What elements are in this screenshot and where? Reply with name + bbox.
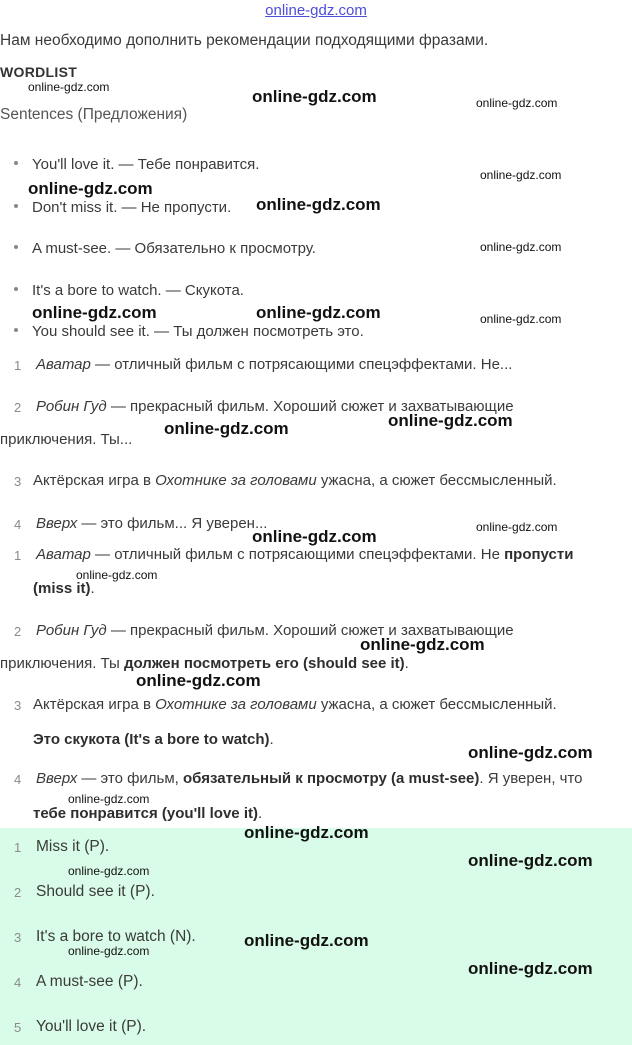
task-text: Актёрская игра в Охотнике за головами ужасна, а сюжет бессмысленный.: [33, 472, 557, 489]
answer-item: It's a bore to watch (N).: [36, 928, 196, 945]
watermark: online-gdz.com: [28, 80, 110, 94]
watermark: online-gdz.com: [68, 944, 150, 958]
solution-text: Актёрская игра в Охотнике за головами ужасна, а сюжет бессмысленный.: [33, 696, 557, 713]
watermark: online-gdz.com: [468, 743, 593, 762]
solution-text-continued: приключения. Ты должен посмотреть его (should see it).: [0, 655, 409, 672]
watermark: online-gdz.com: [164, 419, 289, 438]
watermark: online-gdz.com: [32, 303, 157, 322]
watermark: online-gdz.com: [68, 864, 150, 878]
watermark: online-gdz.com: [388, 411, 513, 430]
solution-text: Робин Гуд — прекрасный фильм. Хороший сюжет и захватывающие: [36, 622, 514, 639]
solution-text: Вверх — это фильм, обязательный к просмотру (a must-see). Я уверен, что: [36, 770, 583, 787]
solution-text-continued: Это скукота (It's a bore to watch).: [33, 731, 274, 748]
answer-number: 1: [14, 840, 22, 855]
watermark: online-gdz.com: [360, 635, 485, 654]
bullet-dot-icon: [14, 287, 18, 291]
task-number: 4: [14, 517, 22, 532]
bullet-dot-icon: [14, 245, 18, 249]
task-text: Аватар — отличный фильм с потрясающими спецэффектами. Не...: [36, 356, 513, 373]
task-text-continued: приключения. Ты...: [0, 431, 133, 448]
watermark: online-gdz.com: [256, 195, 381, 214]
solution-text-continued: (miss it).: [33, 580, 95, 597]
solution-number: 4: [14, 772, 22, 787]
task-number: 3: [14, 474, 22, 489]
answer-item: Should see it (P).: [36, 883, 155, 900]
site-header-link[interactable]: online-gdz.com: [265, 2, 367, 19]
task-number: 2: [14, 400, 22, 415]
watermark: online-gdz.com: [256, 303, 381, 322]
watermark: online-gdz.com: [28, 179, 153, 198]
answer-number: 4: [14, 975, 22, 990]
answer-item: Miss it (P).: [36, 838, 110, 855]
watermark: online-gdz.com: [468, 851, 593, 870]
bullet-dot-icon: [14, 204, 18, 208]
solution-text-continued: тебе понравится (you'll love it).: [33, 805, 263, 822]
answer-number: 5: [14, 1020, 22, 1035]
watermark: online-gdz.com: [480, 240, 562, 254]
wordlist-label: WORDLIST: [0, 64, 78, 80]
solution-number: 3: [14, 698, 22, 713]
solution-text: Аватар — отличный фильм с потрясающими спецэффектами. Не пропусти: [36, 546, 574, 563]
watermark: online-gdz.com: [476, 520, 558, 534]
watermark: online-gdz.com: [76, 568, 158, 582]
sentences-label: Sentences (Предложения): [0, 106, 188, 123]
solution-number: 2: [14, 624, 22, 639]
answer-item: You'll love it (P).: [36, 1018, 147, 1035]
watermark: online-gdz.com: [476, 96, 558, 110]
phrase-item: You should see it. — Ты должен посмотреть это.: [14, 323, 364, 340]
watermark: online-gdz.com: [68, 792, 150, 806]
solution-number: 1: [14, 548, 22, 563]
watermark: online-gdz.com: [468, 959, 593, 978]
phrase-item: You'll love it. — Тебе понравится.: [14, 156, 259, 173]
watermark: online-gdz.com: [480, 168, 562, 182]
task-text: Вверх — это фильм... Я уверен...: [36, 515, 268, 532]
watermark: online-gdz.com: [252, 87, 377, 106]
task-text: Робин Гуд — прекрасный фильм. Хороший сюжет и захватывающие: [36, 398, 514, 415]
watermark: online-gdz.com: [244, 931, 369, 950]
answer-number: 3: [14, 930, 22, 945]
watermark: online-gdz.com: [244, 823, 369, 842]
phrase-item: A must-see. — Обязательно к просмотру.: [14, 240, 316, 257]
phrase-item: Don't miss it. — Не пропусти.: [14, 199, 231, 216]
bullet-dot-icon: [14, 328, 18, 332]
task-number: 1: [14, 358, 22, 373]
phrase-item: It's a bore to watch. — Скукота.: [14, 282, 244, 299]
watermark: online-gdz.com: [480, 312, 562, 326]
bullet-dot-icon: [14, 161, 18, 165]
answer-number: 2: [14, 885, 22, 900]
watermark: online-gdz.com: [136, 671, 261, 690]
answer-item: A must-see (P).: [36, 973, 143, 990]
watermark: online-gdz.com: [252, 527, 377, 546]
task-intro: Нам необходимо дополнить рекомендации подходящими фразами.: [0, 32, 489, 49]
